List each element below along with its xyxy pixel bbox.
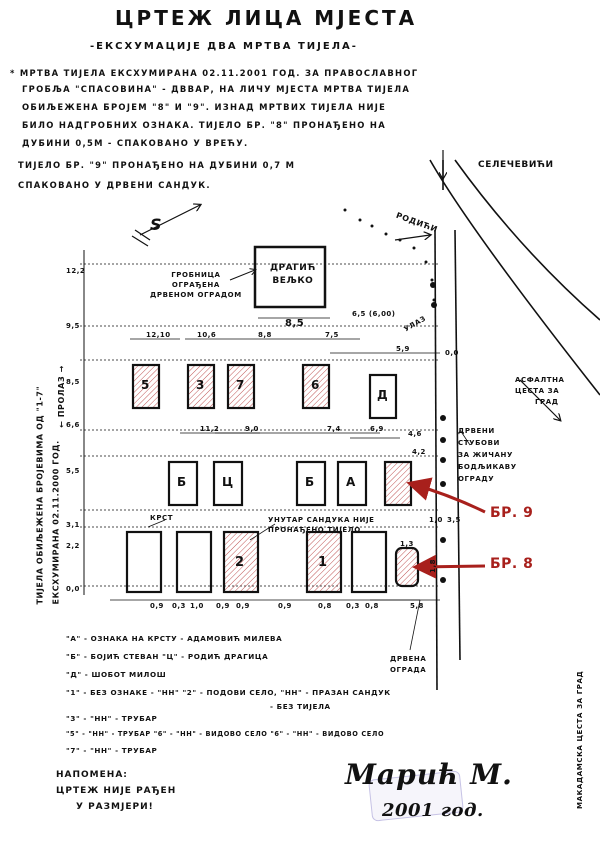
legend-line: "1" - БЕЗ ОЗНАКЕ - "НН" "2" - ПОДОВИ СЕЛО, "НН" - ПРАЗАН САНДУК bbox=[66, 688, 391, 697]
grave-label-5: 5 bbox=[141, 378, 150, 392]
marker-9-arrow-icon bbox=[412, 484, 485, 512]
graves-row-1 bbox=[133, 365, 396, 418]
page-subtitle: -ЕКСХУМАЦИЈЕ ДВА МРТВА ТИЈЕЛА- bbox=[90, 41, 358, 52]
dim-top: 10,6 bbox=[197, 331, 217, 339]
north-label: S bbox=[150, 215, 163, 234]
dim-top: 5,9 bbox=[396, 345, 410, 353]
legend-line: "3" - "НН" - ТРУБАР bbox=[66, 714, 158, 723]
dim-top: 12,10 bbox=[146, 331, 171, 339]
side-text-1: ТИЈЕЛА ОБИЉЕЖЕНА БРОЈЕВИМА ОД "1-7" bbox=[35, 385, 45, 605]
dim-top: 9,0 bbox=[245, 425, 259, 433]
intro-line-6: ТИЈЕЛО БР. "9" ПРОНАЂЕНО НА ДУБИНИ 0,7 М bbox=[18, 160, 296, 170]
intro-line-1: * МРТВА ТИЈЕЛА ЕКСХУМИРАНА 02.11.2001 ГОД. ЗА ПРАВОСЛАВНОГ bbox=[10, 68, 419, 78]
dim-bottom: 0,8 bbox=[318, 602, 332, 610]
road-rodici: РОДИЋИ bbox=[394, 210, 440, 235]
entrance-label: УЛАЗ bbox=[402, 314, 428, 334]
grave-label-a: А bbox=[346, 475, 356, 489]
dim-top: 7,5 bbox=[325, 331, 339, 339]
dim-left: 6,6 bbox=[66, 421, 80, 429]
arrow-rodici-icon bbox=[395, 235, 430, 240]
dim-right: 1,3 bbox=[400, 540, 414, 548]
dim-left: 2,2 bbox=[66, 542, 80, 550]
dim-top: 8,8 bbox=[258, 331, 272, 339]
dim-right: 1,0 bbox=[429, 516, 443, 524]
dim-bottom: 0,3 bbox=[346, 602, 360, 610]
signature-year: 2001 год. bbox=[382, 800, 484, 821]
dim-bottom: 1,0 bbox=[190, 602, 204, 610]
grave-label-7: 7 bbox=[236, 378, 245, 392]
note-line-2: У РАЗМЈЕРИ! bbox=[76, 802, 154, 812]
note-title: НАПОМЕНА: bbox=[56, 770, 128, 780]
dim-bottom: 0,9 bbox=[150, 602, 164, 610]
dim-bottom: 0,9 bbox=[216, 602, 230, 610]
grave-label-3: 3 bbox=[196, 378, 205, 392]
dim-left: 9,5 bbox=[66, 322, 80, 330]
dim-right: 4,2 bbox=[412, 448, 426, 456]
legend-line: "А" - ОЗНАКА НА КРСТУ - АДАМОВИЋ МИЛЕВА bbox=[66, 634, 283, 643]
prolaz-label: ← ПРОЛАЗ → bbox=[56, 365, 66, 428]
legend-line: "5" - "НН" - ТРУБАР "6" - "НН" - ВИДОВО СЕЛО "6" - "НН" - ВИДОВО СЕЛО bbox=[66, 730, 385, 738]
dim-top: 8,5 bbox=[285, 318, 305, 329]
page-title: ЦРТЕЖ ЛИЦА МЈЕСТА bbox=[115, 6, 418, 30]
grave-label-b1: Б bbox=[177, 475, 187, 489]
dim-top: 11,2 bbox=[200, 425, 220, 433]
dim-top: 6,5 (6,00) bbox=[352, 310, 396, 318]
dim-left: 12,2 bbox=[66, 267, 86, 275]
grave-label-b2: Б bbox=[305, 475, 315, 489]
intro-line-2: ГРОБЉА "СПАСОВИНА" - ДВВАР, НА ЛИЧУ МЈЕСТА МРТВА ТИЈЕЛА bbox=[22, 84, 411, 94]
dim-bottom: 0,9 bbox=[236, 602, 250, 610]
legend-line: - БЕЗ ТИЈЕЛА bbox=[270, 702, 331, 711]
grave-label-d: Д bbox=[377, 388, 389, 402]
marker-8-label: БР. 8 bbox=[490, 556, 534, 572]
grave-label-2: 2 bbox=[235, 555, 245, 570]
grave-row3-a bbox=[127, 532, 161, 592]
intro-line-7: СПАКОВАНО У ДРВЕНИ САНДУК. bbox=[18, 180, 211, 190]
asphalt-label: АСФАЛТНА ЦЕСТА ЗА ГРАД bbox=[515, 376, 565, 406]
grave-9 bbox=[385, 462, 411, 505]
dim-top: 7,4 bbox=[327, 425, 341, 433]
legend-line: "Б" - БОЈИЋ СТЕВАН "Ц" - РОДИЋ ДРАГИЦА bbox=[66, 652, 269, 661]
fence-label: ГРОБНИЦА ОГРАЂЕНА ДРВЕНОМ ОГРАДОМ bbox=[150, 271, 242, 299]
dim-left: 5,5 bbox=[66, 467, 80, 475]
dim-left: 8,5 bbox=[66, 378, 80, 386]
grave-row3-e bbox=[352, 532, 386, 592]
grave-label-c: Ц bbox=[222, 475, 234, 489]
dim-left: 3,1 bbox=[66, 521, 80, 529]
dim-top: 6,9 bbox=[370, 425, 384, 433]
dim-bottom: 0,9 bbox=[278, 602, 292, 610]
wood-fence-label: ДРВЕНА ОГРАДА bbox=[390, 655, 427, 674]
intro-line-5: ДУБИНИ 0,5М - СПАКОВАНО У ВРЕЋУ. bbox=[22, 138, 249, 148]
wood-posts-label: ДРВЕНИ СТУБОВИ ЗА ЖИЧАНУ БОДЉИКАВУ ОГРАДУ bbox=[458, 427, 517, 483]
dimension-lines bbox=[110, 318, 440, 600]
dim-right: 1,8 bbox=[428, 559, 437, 573]
marker-9-label: БР. 9 bbox=[490, 505, 534, 521]
graves-row-2 bbox=[169, 462, 411, 505]
intro-line-3: ОБИЉЕЖЕНА БРОЈЕМ "8" И "9". ИЗНАД МРТВИХ ТИЈЕЛА НИЈЕ bbox=[22, 102, 387, 112]
grave-row3-b bbox=[177, 532, 211, 592]
tomb-name: ДРАГИЋ ВЕЉКО bbox=[270, 263, 316, 286]
signature: Марић М. bbox=[345, 758, 513, 791]
road-selecevici: СЕЛЕЧЕВИЋИ bbox=[478, 160, 554, 170]
dim-bottom: 0,3 bbox=[172, 602, 186, 610]
krst-label: КРСТ bbox=[150, 514, 174, 522]
dim-bottom: 0,8 bbox=[365, 602, 379, 610]
graves-row-3 bbox=[127, 532, 418, 592]
grave-8 bbox=[396, 548, 418, 586]
side-text-2: ЕКСХУМИРАНА 02.11.2000 ГОД. bbox=[51, 440, 61, 605]
dim-right: 0,0 bbox=[445, 349, 459, 357]
macadam-road bbox=[435, 230, 460, 690]
note-line-1: ЦРТЕЖ НИЈЕ РАЂЕН bbox=[56, 786, 177, 796]
dim-left: 0,0 bbox=[66, 585, 80, 593]
dim-right: 4,6 bbox=[408, 430, 422, 438]
legend-line: "Д" - ШОБОТ МИЛОШ bbox=[66, 670, 167, 679]
legend-line: "7" - "НН" - ТРУБАР bbox=[66, 746, 158, 755]
intro-line-4: БИЛО НАДГРОБНИХ ОЗНАКА. ТИЈЕЛО БР. "8" ПРОНАЂЕНО НА bbox=[22, 120, 386, 130]
grave-label-6: 6 bbox=[311, 378, 320, 392]
dim-bottom: 5,8 bbox=[410, 602, 424, 610]
dim-right: 3,5 bbox=[447, 516, 461, 524]
macadam-label: МАКАДАМСКА ЦЕСТА ЗА ГРАД bbox=[576, 670, 584, 809]
north-arrow-icon bbox=[132, 205, 200, 246]
coffin-note: УНУТАР САНДУКА НИЈЕ ПРОНАЂЕНО ТИЈЕЛО bbox=[268, 516, 375, 534]
grave-label-1: 1 bbox=[318, 555, 328, 570]
